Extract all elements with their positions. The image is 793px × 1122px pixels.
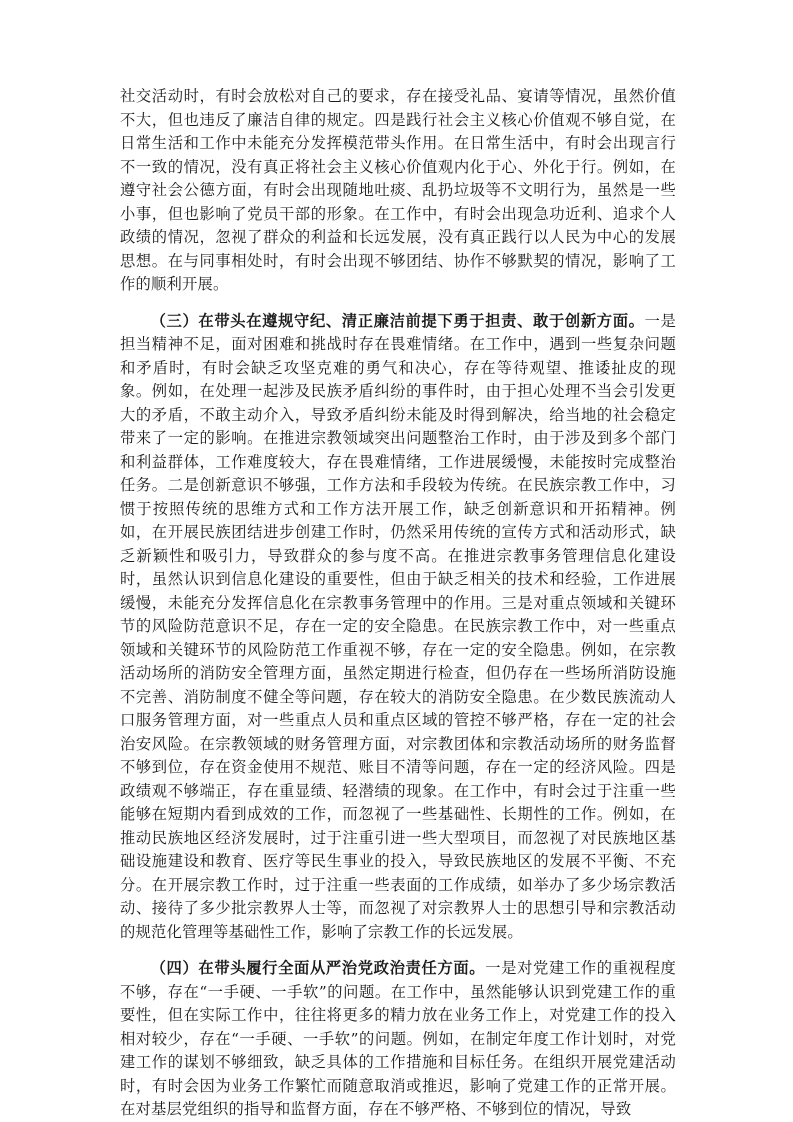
- section-heading-4: （四）在带头履行全面从严治党政治责任方面。: [150, 959, 486, 977]
- paragraph-section-4: [120, 957, 676, 1122]
- document-page: [120, 85, 676, 1122]
- section-heading-3: （三）在带头在遵规守纪、清正廉洁前提下勇于担责、敢于创新方面。: [150, 311, 645, 330]
- paragraph-text: 社交活动时，有时会放松对自己的要求，存在接受礼品、宴请等情况，虽然价值不大，但也违反了廉洁自律的规定。四是践行社会主义核心价值观不够自觉，在日常生活和工作中未能充分发挥模范带头作用。在日常生活中，有时会出现言行不一致的情况，没有真正将社会主义核心价值观内化于心、外化于行。例如，在遵守社会公德方面，有时会出现随地吐痰、乱扔垃圾等不文明行为，虽然是一些小事，但也影响了党员干部的形象。在工作中，有时会出现急功近利、追求个人政绩的情况，忽视了群众的利益和长远发展，没有真正践行以人民为中心的发展思想。在与同事相处时，有时会出现不够团结、协作不够默契的情况，影响了工作的顺利开展。: [120, 87, 676, 293]
- paragraph-text: 一是担当精神不足，面对困难和挑战时存在畏难情绪。在工作中，遇到一些复杂问题和矛盾时，有时会缺乏攻坚克难的勇气和决心，存在等待观望、推诿扯皮的现象。例如，在处理一起涉及民族矛盾纠纷的事件时，由于担心处理不当会引发更大的矛盾，不敢主动介入，导致矛盾纠纷未能及时得到解决，给当地的社会稳定带来了一定的影响。在推进宗教领域突出问题整治工作时，由于涉及到多个部门和利益群体，工作难度较大，存在畏难情绪，工作进展缓慢，未能按时完成整治任务。二是创新意识不够强，工作方法和手段较为传统。在民族宗教工作中，习惯于按照传统的思维方式和工作方法开展工作，缺乏创新意识和开拓精神。例如，在开展民族团结进步创建工作时，仍然采用传统的宣传方式和活动形式，缺乏新颖性和吸引力，导致群众的参与度不高。在推进宗教事务管理信息化建设时，虽然认识到信息化建设的重要性，但由于缺乏相关的技术和经验，工作进展缓慢，未能充分发挥信息化在宗教事务管理中的作用。三是对重点领域和关键环节的风险防范意识不足，存在一定的安全隐患。在民族宗教工作中，对一些重点领域和关键环节的风险防范工作重视不够，存在一定的安全隐患。例如，在宗教活动场所的消防安全管理方面，虽然定期进行检查，但仍存在一些场所消防设施不完善、消防制度不健全等问题，存在较大的消防安全隐患。在少数民族流动人口服务管理方面，对一些重点人员和重点区域的管控不够严格，存在一定的社会治安风险。在宗教领域的财务管理方面，对宗教团体和宗教活动场所的财务监督不够到位，存在资金使用不规范、账目不清等问题，存在一定的经济风险。四是政绩观不够端正，存在重显绩、轻潜绩的现象。在工作中，有时会过于注重一些能够在短期内看到成效的工作，而忽视了一些基础性、长期性的工作。例如，在推动民族地区经济发展时，过于注重引进一些大型项目，而忽视了对民族地区基础设施建设和教育、医疗等民生事业的投入，导致民族地区的发展不平衡、不充分。在开展宗教工作时，过于注重一些表面的工作成绩，如举办了多少场宗教活动、接待了多少批宗教界人士等，而忽视了对宗教界人士的思想引导和宗教活动的规范化管理等基础性工作，影响了宗教工作的长远发展。: [120, 311, 676, 941]
- paragraph-text: 一是对党建工作的重视程度不够，存在“一手硬、一手软”的问题。在工作中，虽然能够认识到党建工作的重要性，但在实际工作中，往往将更多的精力放在业务工作上，对党建工作的投入相对较少，存在“一手硬、一手软”的问题。例如，在制定年度工作计划时，对党建工作的谋划不够细致，缺乏具体的工作措施和目标任务。在组织开展党建活动时，有时会因为业务工作繁忙而随意取消或推迟，影响了党建工作的正常开展。在对基层党组织的指导和监督方面，存在不够严格、不够到位的情况，导致: [120, 959, 676, 1118]
- paragraph-section-3: [120, 310, 676, 945]
- paragraph-continuation: [120, 85, 676, 297]
- paragraph-gap: [120, 297, 676, 310]
- paragraph-gap: [120, 944, 676, 957]
